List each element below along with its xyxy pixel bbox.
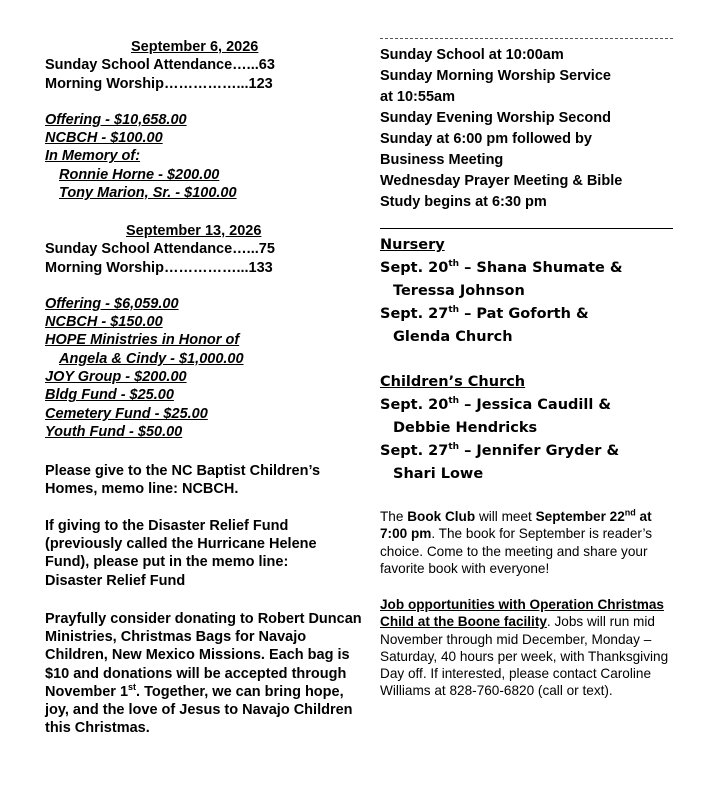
childrens-entry-2: Sept. 27th – Jennifer Gryder & bbox=[380, 442, 620, 459]
nursery-entry-2: Sept. 27th – Pat Goforth & bbox=[380, 305, 589, 322]
sep13-youth: Youth Fund - $50.00 bbox=[45, 423, 183, 440]
navajo-paragraph bbox=[45, 610, 363, 737]
sep6-worship: Morning Worship……………...123 bbox=[45, 75, 273, 92]
sep13-offering: Offering - $6,059.00 bbox=[45, 295, 179, 312]
childrens-entry-2-cont: Shari Lowe bbox=[393, 466, 484, 482]
sep13-bldg: Bldg Fund - $25.00 bbox=[45, 387, 174, 404]
jobs-heading: Job opportunities with Operation Christmas Child at the Boone facility bbox=[380, 597, 664, 630]
ncbch-paragraph: Please give to the NC Baptist Children’s Homes, memo line: NCBCH. bbox=[45, 463, 321, 498]
sep13-heading: September 13, 2026 bbox=[126, 223, 262, 239]
navajo-text-b: . Together, we can bring hope, joy, and the love of Jesus to Navajo Children this Christmas. bbox=[45, 683, 353, 737]
sep6-memory-1: Ronnie Horne - $200.00 bbox=[59, 166, 220, 183]
schedule-line: Sunday School at 10:00am bbox=[380, 47, 564, 63]
schedule-line: Wednesday Prayer Meeting & Bible bbox=[380, 173, 623, 189]
childrens-church-heading: Children’s Church bbox=[380, 374, 526, 390]
nursery-entry-1-cont: Teressa Johnson bbox=[393, 283, 525, 299]
jobs-body: Jobs will run mid November through mid December, Monday – Saturday, 40 hours per week, with Thanksgiving Day off. If interested, please contact Caroline Williams at 828-760-6820 (call or text). bbox=[380, 614, 669, 699]
book-club-paragraph: The Book Club will meet September 22nd at 7:00 pm. The book for September is reader’s choice. Come to the meeting and share your favorite book with everyone! bbox=[380, 507, 653, 576]
childrens-entry-1: Sept. 20th – Jessica Caudill & bbox=[380, 396, 612, 413]
sep13-hope-2: Angela & Cindy - $1,000.00 bbox=[59, 350, 244, 367]
sep13-block bbox=[45, 222, 365, 441]
disaster-relief-paragraph: If giving to the Disaster Relief Fund (previously called the Hurricane Helene Fund), please put in the memo line: Disaster Relief Fund bbox=[45, 518, 317, 589]
sep13-ncbch: NCBCH - $150.00 bbox=[45, 314, 163, 331]
childrens-church-block bbox=[380, 371, 680, 486]
sep6-offering: Offering - $10,658.00 bbox=[45, 111, 187, 128]
schedule-line: Sunday Morning Worship Service bbox=[380, 68, 611, 84]
schedule-line: Sunday Evening Worship Second bbox=[380, 110, 611, 126]
sep13-worship: Morning Worship……………...133 bbox=[45, 259, 273, 276]
schedule-line: Sunday at 6:00 pm followed by bbox=[380, 131, 592, 147]
sep13-hope-1: HOPE Ministries in Honor of bbox=[45, 332, 240, 349]
nursery-entry-2-cont: Glenda Church bbox=[393, 329, 513, 345]
sep13-attendance: Sunday School Attendance…...75 bbox=[45, 241, 275, 258]
jobs-paragraph: Job opportunities with Operation Christmas Child at the Boone facility. Jobs will run mid November through mid December, Monday – Saturday, 40 hours per week, with Thanksgiving Day off. If interested, please contact Caroline Williams at 828-760-6820 (call or text). bbox=[380, 597, 669, 699]
navajo-superscript: st bbox=[128, 681, 137, 692]
nursery-heading: Nursery bbox=[380, 237, 445, 253]
sep6-memory-label: In Memory of: bbox=[45, 148, 141, 165]
schedule-divider bbox=[380, 228, 673, 229]
sep13-joy: JOY Group - $200.00 bbox=[45, 369, 187, 386]
nursery-block bbox=[380, 234, 680, 349]
sep6-memory-2: Tony Marion, Sr. - $100.00 bbox=[59, 185, 237, 202]
sep6-heading: September 6, 2026 bbox=[131, 39, 259, 55]
schedule-line: Study begins at 6:30 pm bbox=[380, 194, 547, 210]
top-dotted-divider bbox=[380, 38, 673, 39]
sep13-cemetery: Cemetery Fund - $25.00 bbox=[45, 405, 208, 422]
sep6-ncbch: NCBCH - $100.00 bbox=[45, 130, 163, 147]
schedule-line: at 10:55am bbox=[380, 89, 455, 105]
nursery-entry-1: Sept. 20th – Shana Shumate & bbox=[380, 259, 623, 276]
childrens-entry-1-cont: Debbie Hendricks bbox=[393, 420, 538, 436]
schedule-block bbox=[380, 45, 680, 213]
sep6-attendance: Sunday School Attendance…...63 bbox=[45, 57, 275, 74]
navajo-text-a: Prayfully consider donating to Robert Duncan Ministries, Christmas Bags for Navajo Children, New Mexico Missions. Each bag is $10 and donations will be accepted through November 1 bbox=[45, 611, 362, 700]
schedule-line: Business Meeting bbox=[380, 152, 504, 168]
sep6-block bbox=[45, 38, 365, 202]
